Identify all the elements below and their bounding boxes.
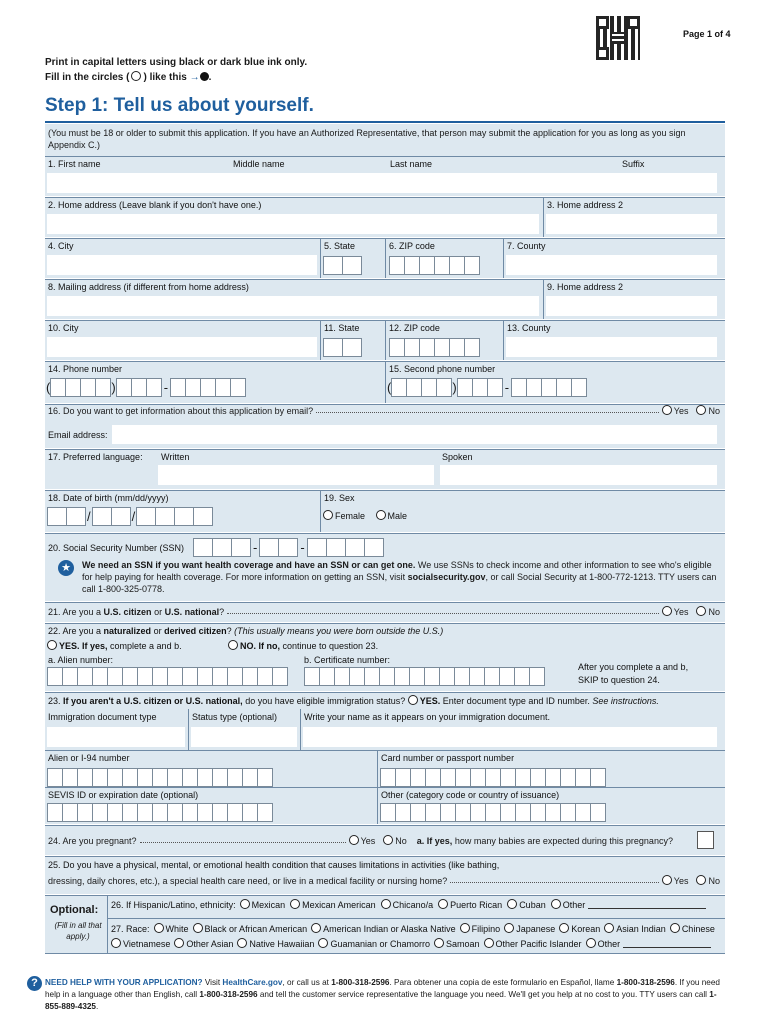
suffix-label: Suffix bbox=[622, 159, 645, 169]
status-type-label: Status type (optional) bbox=[192, 712, 278, 722]
document-type-field[interactable] bbox=[47, 727, 185, 747]
citizen-yes-option[interactable]: Yes bbox=[662, 606, 689, 617]
checkbox-circle-icon[interactable] bbox=[670, 923, 680, 933]
divider bbox=[543, 279, 544, 319]
phone-label: 14. Phone number bbox=[48, 364, 123, 374]
divider bbox=[108, 918, 725, 919]
divider bbox=[385, 320, 386, 360]
ethnicity-option[interactable]: Cuban bbox=[507, 899, 546, 910]
mailing-state-label: 11. State bbox=[324, 323, 360, 333]
radio-circle-icon[interactable] bbox=[228, 640, 238, 650]
q22-label: 22. Are you a naturalized or derived citizen? (This usually means you were born outside the U.S.) bbox=[48, 626, 444, 636]
state-label: 5. State bbox=[324, 241, 356, 251]
email-yes-option[interactable]: Yes bbox=[662, 405, 689, 416]
divider bbox=[320, 238, 321, 278]
alien-number-boxes[interactable] bbox=[47, 667, 288, 686]
pregnant-yes-option[interactable]: Yes bbox=[349, 835, 376, 846]
citizen-no-option[interactable]: No bbox=[696, 606, 720, 617]
radio-circle-icon[interactable] bbox=[47, 640, 57, 650]
mailing-address-2-label: 9. Home address 2 bbox=[547, 282, 624, 292]
race-option[interactable]: White bbox=[154, 923, 189, 934]
certificate-number-boxes[interactable] bbox=[304, 667, 545, 686]
divider bbox=[320, 320, 321, 360]
q27-row-1: 27. Race: White Black or African American American Indian or Alaska Native Filipino Japanese Korean Asian Indian Chinese bbox=[111, 923, 715, 934]
q23-label: 23. If you aren't a U.S. citizen or U.S. national, do you have eligible immigration status? YES. Enter document type and ID number. See instructions. bbox=[48, 696, 659, 706]
divider bbox=[45, 787, 725, 788]
ethnicity-option[interactable]: Other bbox=[551, 899, 586, 910]
radio-circle-icon[interactable] bbox=[408, 695, 418, 705]
bottom-rule bbox=[45, 953, 725, 954]
phone-boxes[interactable]: ( ) - bbox=[46, 378, 246, 397]
checkbox-circle-icon[interactable] bbox=[604, 923, 614, 933]
radio-circle-icon[interactable] bbox=[696, 606, 706, 616]
home-address-label: 2. Home address (Leave blank if you don't have one.) bbox=[48, 200, 262, 210]
radio-circle-icon[interactable] bbox=[662, 606, 672, 616]
sex-label: 19. Sex bbox=[324, 493, 355, 503]
radio-circle-icon[interactable] bbox=[696, 405, 706, 415]
footer-text: NEED HELP WITH YOUR APPLICATION? Visit HealthCare.gov, or call us at 1-800-318-2596. Para obtener una copia de este formulario en Español, llame 1-800-318-2596. If you need help in a language other than English, call 1-800-318-2596 and tell the customer service representative the language you need. We'll get you help at no cost to you. TTY users can call 1-855-889-4325. bbox=[45, 978, 720, 1011]
checkbox-circle-icon[interactable] bbox=[504, 923, 514, 933]
race-option[interactable]: Other Asian bbox=[174, 938, 233, 949]
instruction-line-2: Fill in the circles ( ) like this → . bbox=[45, 72, 212, 83]
race-option[interactable]: Native Hawaiian bbox=[237, 938, 314, 949]
county-label: 7. County bbox=[507, 241, 546, 251]
second-phone-boxes[interactable]: ( ) - bbox=[387, 378, 587, 397]
naturalized-yes-option[interactable]: YES. If yes, complete a and b. bbox=[47, 640, 182, 651]
name-field[interactable] bbox=[47, 173, 717, 193]
other-category-boxes[interactable] bbox=[380, 803, 606, 822]
ethnicity-option[interactable]: Mexican bbox=[240, 899, 286, 910]
radio-circle-icon[interactable] bbox=[662, 875, 672, 885]
mailing-city-label: 10. City bbox=[48, 323, 79, 333]
written-language-field[interactable] bbox=[158, 465, 434, 485]
alien-number-label: a. Alien number: bbox=[48, 655, 114, 665]
instruction-line-1: Print in capital letters using black or dark blue ink only. bbox=[45, 57, 308, 68]
spoken-label: Spoken bbox=[442, 452, 473, 462]
checkbox-circle-icon[interactable] bbox=[154, 923, 164, 933]
arrow-right-icon: → bbox=[189, 72, 200, 83]
checkbox-circle-icon[interactable] bbox=[174, 938, 184, 948]
ssn-label: 20. Social Security Number (SSN) bbox=[48, 543, 185, 553]
mailing-zip-boxes[interactable] bbox=[389, 338, 480, 357]
immigration-yes-option[interactable]: YES. bbox=[408, 696, 441, 706]
county-field[interactable] bbox=[506, 255, 717, 275]
checkbox-circle-icon[interactable] bbox=[438, 899, 448, 909]
sex-options bbox=[323, 510, 407, 521]
race-option[interactable]: Asian Indian bbox=[604, 923, 666, 934]
divider bbox=[543, 197, 544, 237]
checkbox-circle-icon[interactable] bbox=[381, 899, 391, 909]
q16-row: 16. Do you want to get information about this application by email? Yes No bbox=[48, 406, 720, 416]
race-option[interactable]: Black or African American bbox=[193, 923, 308, 934]
radio-circle-icon[interactable] bbox=[349, 835, 359, 845]
checkbox-circle-icon[interactable] bbox=[460, 923, 470, 933]
mailing-zip-label: 12. ZIP code bbox=[389, 323, 440, 333]
step-rule bbox=[45, 121, 725, 123]
dob-boxes[interactable]: / / bbox=[47, 507, 213, 526]
mailing-address-field[interactable] bbox=[47, 296, 539, 316]
checkbox-circle-icon[interactable] bbox=[551, 899, 561, 909]
q26-row: 26. If Hispanic/Latino, ethnicity: Mexican Mexican American Chicano/a Puerto Rican Cuban Other bbox=[111, 899, 706, 910]
race-option[interactable]: Chinese bbox=[670, 923, 715, 934]
email-label: Email address: bbox=[48, 430, 108, 440]
step-title: Step 1: Tell us about yourself. bbox=[45, 95, 314, 116]
divider bbox=[503, 320, 504, 360]
email-no-option[interactable]: No bbox=[696, 405, 720, 416]
radio-circle-icon[interactable] bbox=[662, 405, 672, 415]
mailing-county-label: 13. County bbox=[507, 323, 551, 333]
race-option[interactable]: Korean bbox=[559, 923, 600, 934]
immigration-name-label: Write your name as it appears on your immigration document. bbox=[304, 712, 550, 722]
checkbox-circle-icon[interactable] bbox=[193, 923, 203, 933]
middle-name-label: Middle name bbox=[233, 159, 285, 169]
after-complete-note: After you complete a and b, SKIP to question 24. bbox=[578, 662, 689, 685]
empty-circle-icon bbox=[131, 71, 141, 81]
checkbox-circle-icon[interactable] bbox=[507, 899, 517, 909]
radio-circle-icon[interactable] bbox=[383, 835, 393, 845]
race-option[interactable]: American Indian or Alaska Native bbox=[311, 923, 456, 934]
ethnicity-other-field[interactable] bbox=[588, 900, 706, 909]
checkbox-circle-icon[interactable] bbox=[111, 938, 121, 948]
page-label: Page 1 of 4 bbox=[683, 29, 731, 39]
radio-circle-icon[interactable] bbox=[696, 875, 706, 885]
health-yes-option[interactable]: Yes bbox=[662, 875, 689, 886]
sevis-label: SEVIS ID or expiration date (optional) bbox=[48, 790, 199, 800]
spoken-language-field[interactable] bbox=[440, 465, 717, 485]
divider bbox=[45, 750, 725, 751]
q25-line-1: 25. Do you have a physical, mental, or emotional health condition that causes limitations in activities (like bathing, bbox=[48, 860, 500, 870]
city-field[interactable] bbox=[47, 255, 317, 275]
radio-circle-icon[interactable] bbox=[376, 510, 386, 520]
alien-i94-label: Alien or I-94 number bbox=[48, 753, 130, 763]
ethnicity-option[interactable]: Chicano/a bbox=[381, 899, 434, 910]
intro-text: (You must be 18 or older to submit this application. If you have an Authorized Representative, that person may submit the application for you as long as you sign Appendix C.) bbox=[48, 128, 686, 150]
divider bbox=[300, 709, 301, 750]
divider bbox=[503, 238, 504, 278]
female-option[interactable]: Female bbox=[323, 511, 365, 521]
mailing-address-label: 8. Mailing address (if different from home address) bbox=[48, 282, 249, 292]
optional-title: Optional: bbox=[50, 904, 99, 916]
card-number-label: Card number or passport number bbox=[381, 753, 515, 763]
checkbox-circle-icon[interactable] bbox=[559, 923, 569, 933]
zip-label: 6. ZIP code bbox=[389, 241, 435, 251]
last-name-label: Last name bbox=[390, 159, 433, 169]
language-label: 17. Preferred language: bbox=[48, 452, 143, 462]
race-option[interactable]: Vietnamese bbox=[111, 938, 170, 949]
help-icon: ? bbox=[27, 976, 42, 991]
written-label: Written bbox=[161, 452, 190, 462]
checkbox-circle-icon[interactable] bbox=[290, 899, 300, 909]
ethnicity-option[interactable]: Puerto Rican bbox=[438, 899, 502, 910]
sevis-boxes[interactable] bbox=[47, 803, 273, 822]
race-option[interactable]: Filipino bbox=[460, 923, 501, 934]
home-address-2-label: 3. Home address 2 bbox=[547, 200, 624, 210]
status-type-field[interactable] bbox=[191, 727, 297, 747]
certificate-number-label: b. Certificate number: bbox=[304, 655, 391, 665]
checkbox-circle-icon[interactable] bbox=[311, 923, 321, 933]
divider bbox=[385, 361, 386, 403]
divider bbox=[385, 238, 386, 278]
email-field[interactable] bbox=[112, 425, 717, 444]
mailing-state-boxes[interactable] bbox=[323, 338, 362, 357]
babies-count-box[interactable] bbox=[697, 831, 714, 849]
q24-row: 24. Are you pregnant? Yes No a. If yes, how many babies are expected during this pregnancy? bbox=[48, 836, 673, 846]
male-option[interactable]: Male bbox=[376, 511, 408, 521]
alien-i94-boxes[interactable] bbox=[47, 768, 273, 787]
other-category-label: Other (category code or country of issuance) bbox=[381, 790, 560, 800]
pregnant-no-option[interactable]: No bbox=[383, 835, 407, 846]
race-option[interactable]: Other bbox=[586, 938, 621, 949]
qr-code bbox=[596, 16, 640, 60]
q21-row: 21. Are you a U.S. citizen or U.S. national? Yes No bbox=[48, 607, 720, 617]
divider bbox=[320, 490, 321, 532]
home-address-field[interactable] bbox=[47, 214, 539, 234]
q25-row: dressing, daily chores, etc.), a special health care need, or live in a medical facility or nursing home? Yes No bbox=[48, 876, 720, 886]
mailing-county-field[interactable] bbox=[506, 337, 717, 357]
race-option[interactable]: Other Pacific Islander bbox=[484, 938, 582, 949]
race-option[interactable]: Samoan bbox=[434, 938, 480, 949]
state-boxes[interactable] bbox=[323, 256, 362, 275]
radio-circle-icon[interactable] bbox=[323, 510, 333, 520]
ssn-note: We need an SSN if you want health coverage and have an SSN or can get one. We use SSNs to check income and other information to see who's eligible for help paying for health coverage. For more information on getting an SSN, visit socialsecurity.gov, or call Social Security at 1-800-772-1213. TTY users can call 1-800-325-0778. bbox=[82, 560, 717, 594]
race-option[interactable]: Guamanian or Chamorro bbox=[318, 938, 430, 949]
checkbox-circle-icon[interactable] bbox=[237, 938, 247, 948]
healthcare-link[interactable]: HealthCare.gov bbox=[222, 978, 283, 987]
optional-subtitle: (Fill in all that apply.) bbox=[54, 921, 102, 941]
checkbox-circle-icon[interactable] bbox=[586, 938, 596, 948]
checkbox-circle-icon[interactable] bbox=[434, 938, 444, 948]
race-other-field[interactable] bbox=[623, 939, 711, 948]
home-address-2-field[interactable] bbox=[546, 214, 717, 234]
ethnicity-option[interactable]: Mexican American bbox=[290, 899, 376, 910]
second-phone-label: 15. Second phone number bbox=[389, 364, 496, 374]
health-no-option[interactable]: No bbox=[696, 875, 720, 886]
checkbox-circle-icon[interactable] bbox=[240, 899, 250, 909]
document-type-label: Immigration document type bbox=[48, 712, 157, 722]
checkbox-circle-icon[interactable] bbox=[484, 938, 494, 948]
q27-row-2 bbox=[111, 938, 711, 949]
dob-label: 18. Date of birth (mm/dd/yyyy) bbox=[48, 493, 169, 503]
ssn-boxes[interactable]: - - bbox=[193, 538, 384, 557]
checkbox-circle-icon[interactable] bbox=[318, 938, 328, 948]
city-label: 4. City bbox=[48, 241, 74, 251]
immigration-name-field[interactable] bbox=[303, 727, 717, 747]
race-option[interactable]: Japanese bbox=[504, 923, 555, 934]
star-icon: ★ bbox=[58, 560, 74, 576]
card-number-boxes[interactable] bbox=[380, 768, 606, 787]
filled-circle-icon bbox=[200, 72, 209, 81]
divider bbox=[188, 709, 189, 750]
zip-boxes[interactable] bbox=[389, 256, 480, 275]
mailing-address-2-field[interactable] bbox=[546, 296, 717, 316]
naturalized-no-option[interactable]: NO. If no, continue to question 23. bbox=[228, 640, 378, 651]
first-name-label: 1. First name bbox=[48, 159, 101, 169]
mailing-city-field[interactable] bbox=[47, 337, 317, 357]
